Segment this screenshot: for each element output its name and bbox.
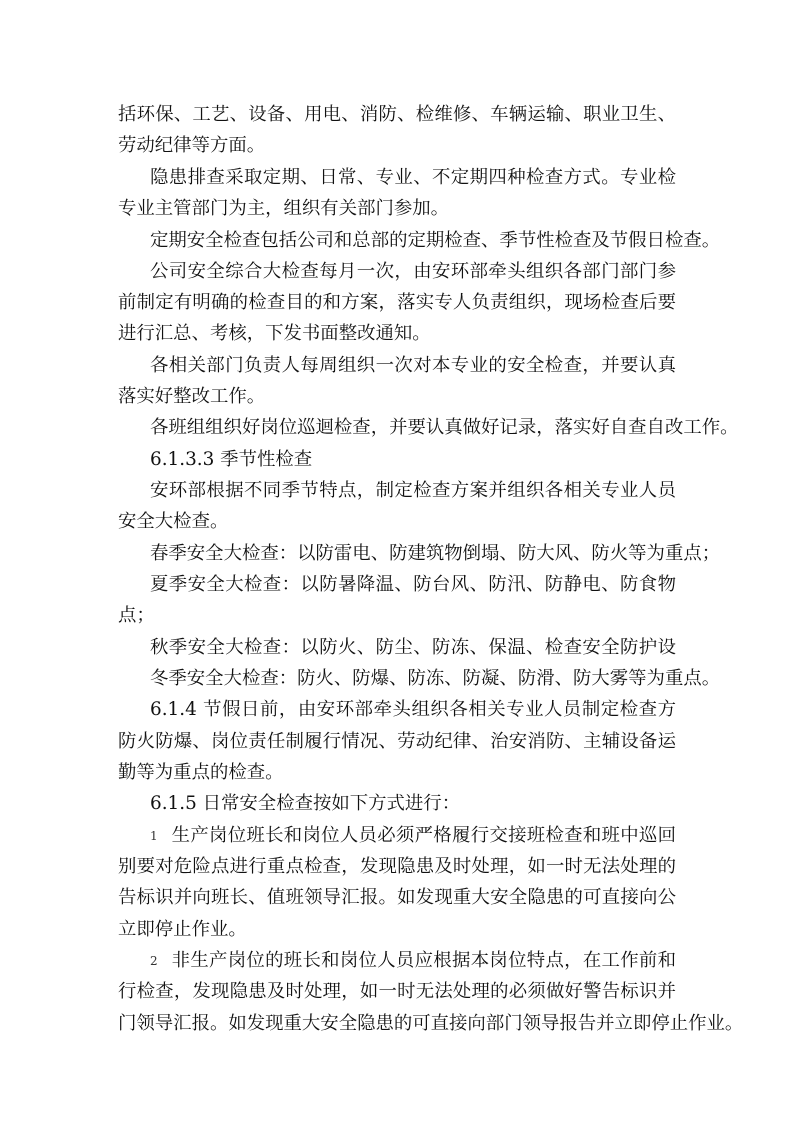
paragraph-line: 各班组组织好岗位巡迴检查，并要认真做好记录，落实好自查自改工作。 (150, 417, 739, 438)
paragraph-line: 落实好整改工作。 (118, 386, 266, 407)
paragraph-line: 劳动纪律等方面。 (118, 135, 266, 156)
paragraph-line: 告标识并向班长、值班领导汇报。如发现重大安全隐患的可直接向公 (118, 887, 676, 908)
paragraph-line: 安全大检查。 (118, 511, 229, 532)
paragraph-line: 夏季安全大检查：以防暑降温、防台风、防汛、防静电、防食物 (150, 574, 676, 595)
paragraph-line: 隐患排查采取定期、日常、专业、不定期四种检查方式。专业检 (150, 167, 676, 188)
paragraph-line: 专业主管部门为主，组织有关部门参加。 (118, 198, 450, 219)
paragraph-line: 防火防爆、岗位责任制履行情况、劳动纪律、治安消防、主辅设备运 (118, 731, 676, 752)
paragraph-line: 行检查，发现隐患及时处理，如一时无法处理的必须做好警告标识并 (118, 981, 676, 1002)
paragraph-line: 括环保、工艺、设备、用电、消防、检维修、车辆运输、职业卫生、 (118, 104, 676, 125)
paragraph-line: 公司安全综合大检查每月一次，由安环部牵头组织各部门部门参 (150, 261, 676, 282)
paragraph-line: 前制定有明确的检查目的和方案，落实专人负责组织，现场检查后要 (118, 292, 676, 313)
paragraph-line: 立即停止作业。 (118, 919, 247, 940)
paragraph-line: 生产岗位班长和岗位人员必须严格履行交接班检查和班中巡回 (171, 825, 676, 846)
paragraph-line: 进行汇总、考核，下发书面整改通知。 (118, 323, 431, 344)
list-item-2-first-line (150, 950, 676, 972)
paragraph-line: 春季安全大检查：以防雷电、防建筑物倒塌、防大风、防火等为重点； (150, 543, 721, 564)
paragraph-line: 定期安全检查包括公司和总部的定期检查、季节性检查及节假日检查。 (150, 230, 721, 251)
circled-number: 2 (150, 954, 158, 968)
section-heading: 6.1.3.3 季节性检查 (150, 449, 313, 470)
paragraph-line: 别要对危险点进行重点检查，发现隐患及时处理，如一时无法处理的 (118, 856, 676, 877)
paragraph-line: 各相关部门负责人每周组织一次对本专业的安全检查，并要认真 (150, 355, 676, 376)
paragraph-line: 非生产岗位的班长和岗位人员应根据本岗位特点，在工作前和 (171, 950, 676, 971)
paragraph-line: 6.1.5 日常安全检查按如下方式进行： (150, 793, 461, 814)
list-item-1-first-line (150, 825, 676, 847)
paragraph-line: 勤等为重点的检查。 (118, 762, 284, 783)
circled-number: 1 (150, 829, 158, 843)
paragraph-line: 秋季安全大检查：以防火、防尘、防冻、保温、检查安全防护设 (150, 637, 676, 658)
paragraph-line: 冬季安全大检查：防火、防爆、防冻、防凝、防滑、防大雾等为重点。 (150, 668, 721, 689)
paragraph-line: 门领导汇报。如发现重大安全隐患的可直接向部门领导报告并立即停止作业。 (118, 1013, 744, 1034)
paragraph-line: 点； (118, 605, 155, 626)
paragraph-line: 6.1.4 节假日前，由安环部牵头组织各相关专业人员制定检查方 (150, 699, 676, 720)
paragraph-line: 安环部根据不同季节特点，制定检查方案并组织各相关专业人员 (150, 480, 676, 501)
